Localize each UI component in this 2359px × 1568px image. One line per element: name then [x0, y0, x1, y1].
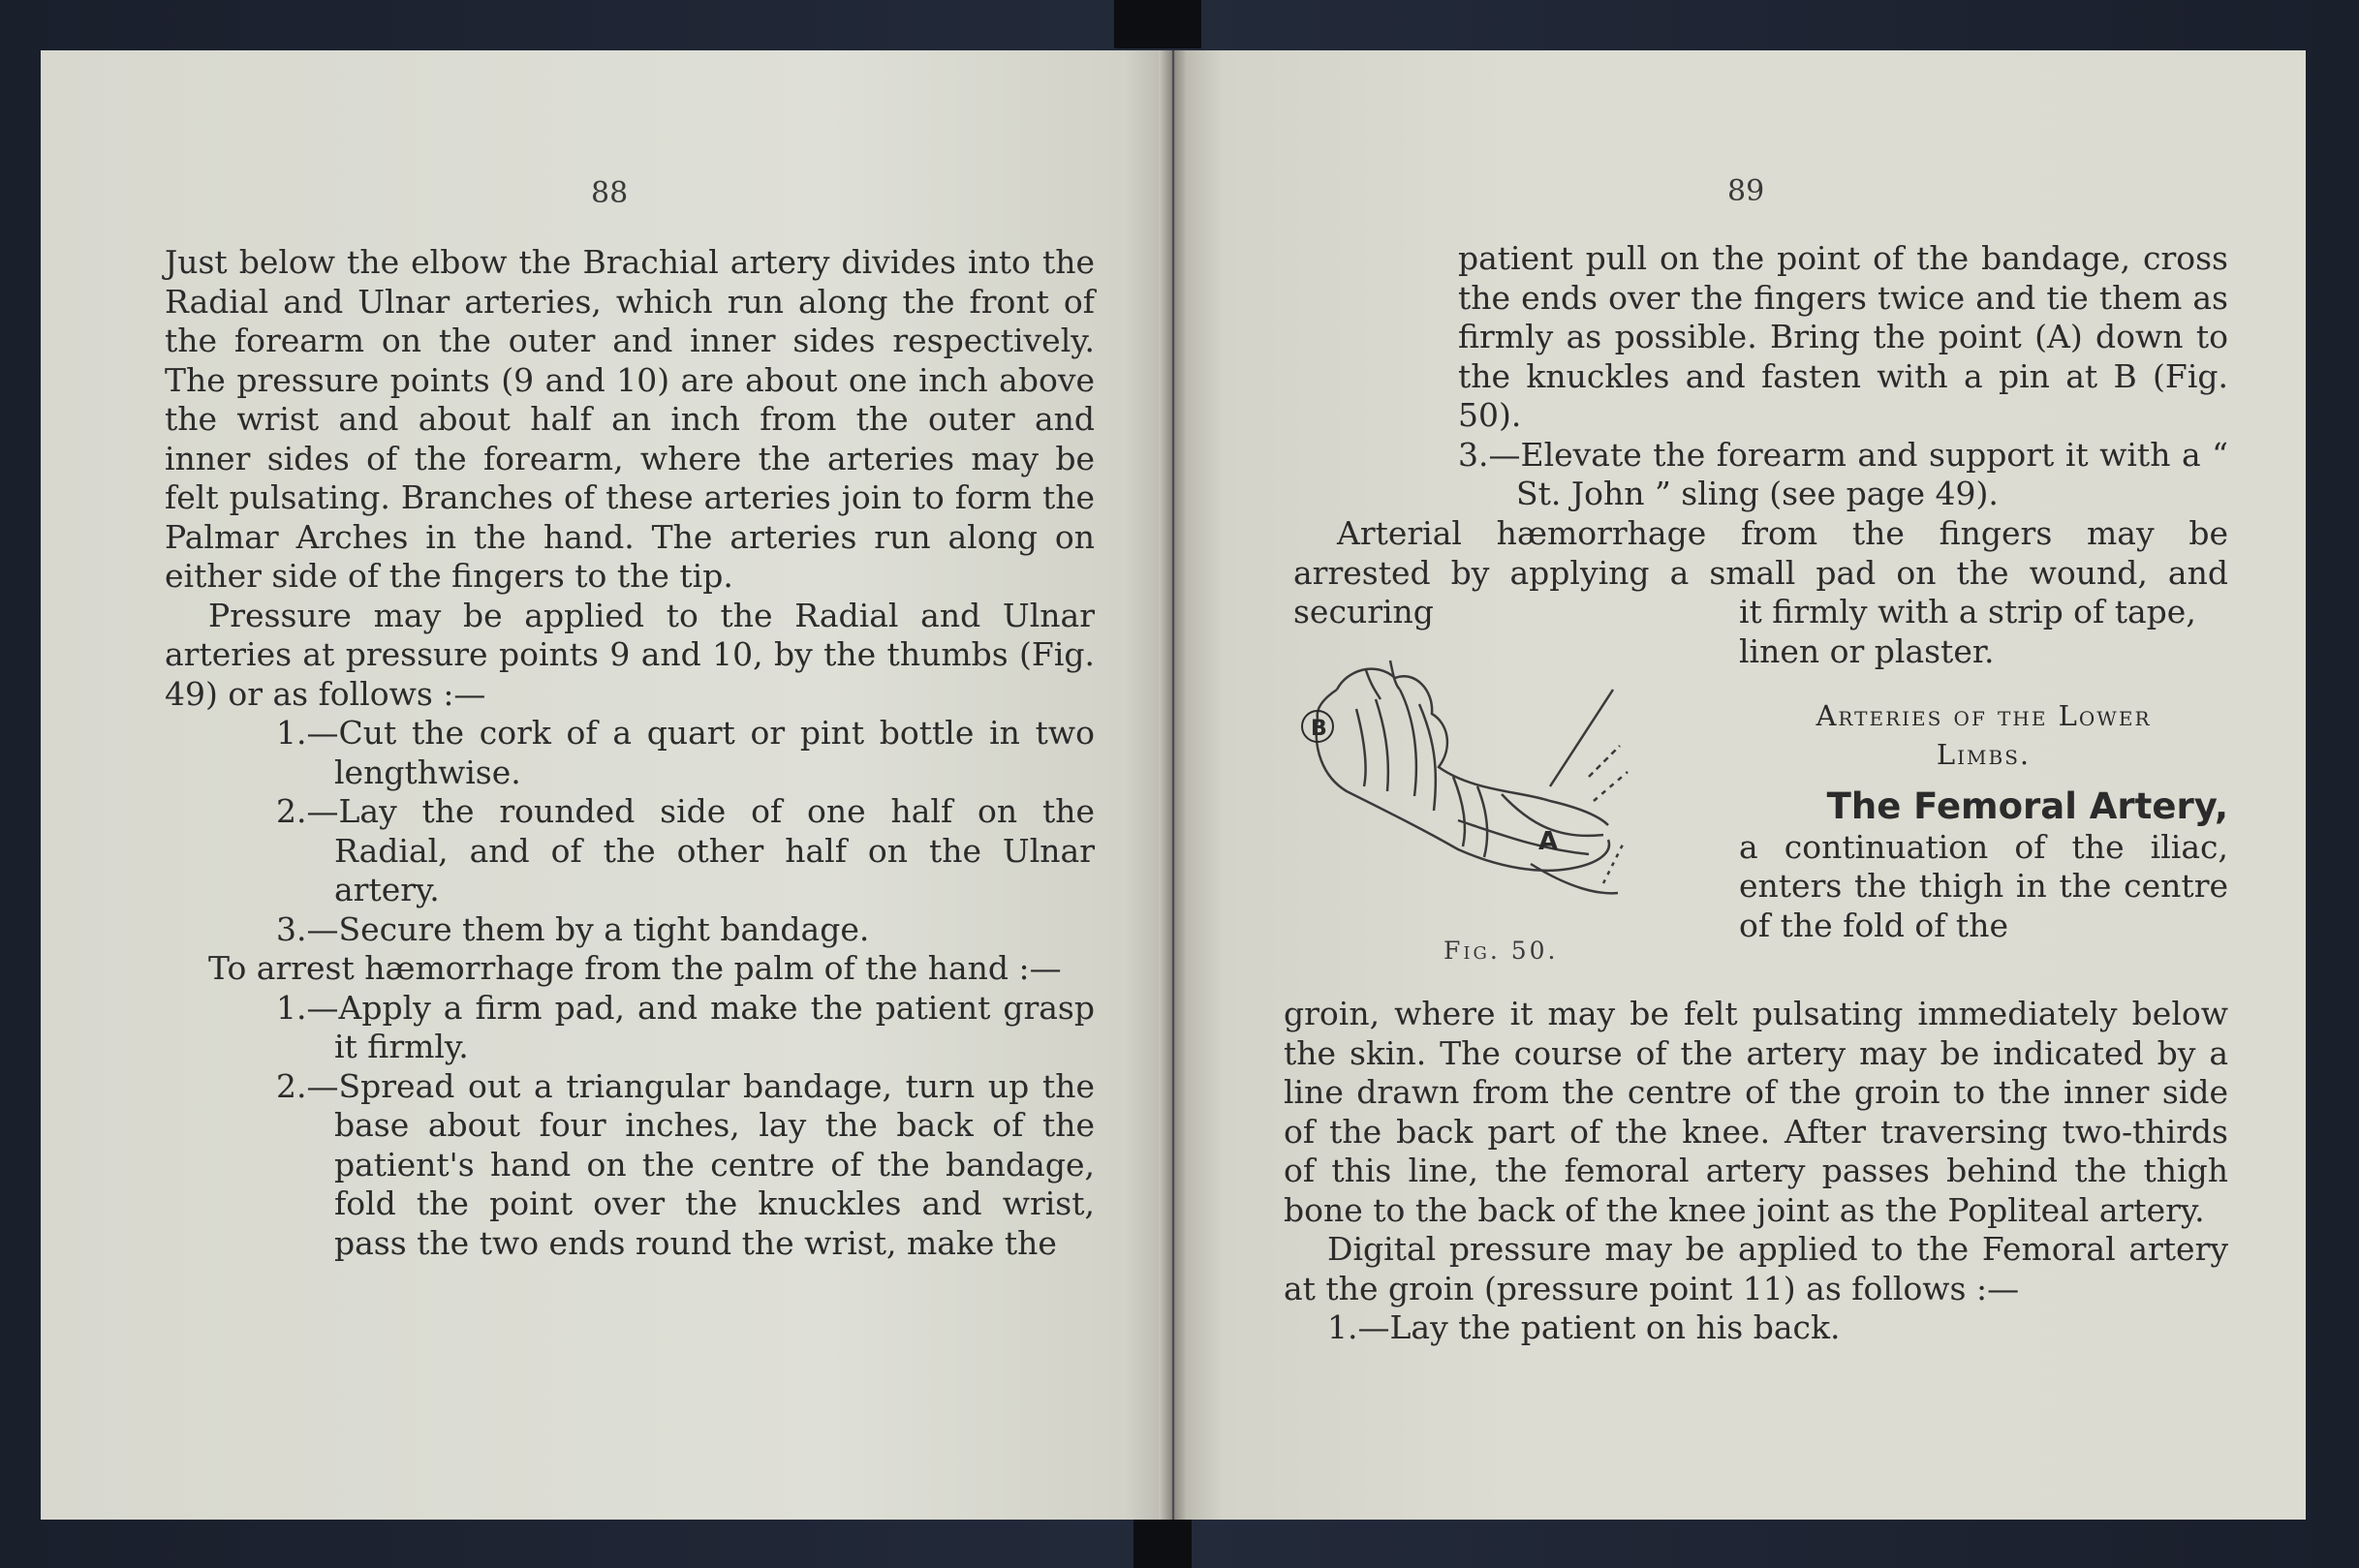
- subheading: The Femoral Artery,: [1826, 785, 2228, 827]
- paragraph: To arrest hæmorrhage from the palm of the hand :—: [208, 949, 1062, 987]
- paragraph: a continuation of the iliac, enters the thigh in the centre of the fold of the: [1739, 827, 2228, 944]
- list-item: 2.—Spread out a triangular bandage, turn up the base about four inches, lay the back of the patient's hand on the centre of the bandage, fold the point over the knuckles and wrist, pass the two ends round the wrist, make the: [276, 1066, 1095, 1262]
- section-heading: [1739, 696, 2228, 774]
- paragraph: Just below the elbow the Brachial artery divides into the Radial and Ulnar arteries, which run along the front of the forearm on the outer and inner sides respectively. The pressure points (9 and 10) are about one inch above the wrist and about half an inch from the outer and inner sides of the forearm, where the arteries may be felt pulsating. Branches of these arteries join to form the Palmar Arches in the hand. The arteries run along on either side of the fingers to the tip.: [165, 243, 1095, 595]
- right-page-wrap-text: [1739, 593, 2228, 945]
- spine-bottom: [1133, 1517, 1192, 1568]
- paragraph: Digital pressure may be applied to the Femoral artery at the groin (pressure point 11) as follows :—: [1284, 1230, 2228, 1307]
- paragraph: groin, where it may be felt pulsating immediately below the skin. The course of the artery may be indicated by a line drawn from the centre of the groin to the inner side of the back part of the knee. After traversing two-thirds of this line, the femoral artery passes behind the thigh bone to the back of the knee joint as the Popliteal artery.: [1284, 995, 2228, 1229]
- left-page-text: [165, 243, 1095, 1263]
- figure-label-b: B: [1311, 717, 1327, 741]
- section-heading-line: Arteries of the Lower: [1816, 699, 2152, 732]
- paragraph: it firmly with a strip of tape, linen or plaster.: [1739, 593, 2196, 670]
- list-item: 3.—Secure them by a tight bandage.: [276, 909, 870, 948]
- figure-50: [1279, 631, 1734, 951]
- page-number-left: 88: [591, 176, 629, 210]
- right-page-bottom-text: [1284, 995, 2228, 1348]
- figure-caption: Fig. 50.: [1443, 937, 1559, 965]
- list-item: 3.—Elevate the forearm and support it with a “ St. John ” sling (see page 49).: [1458, 435, 2228, 512]
- left-page: [41, 50, 1169, 1520]
- book-gutter: [1159, 50, 1188, 1520]
- page-number-right: 89: [1727, 174, 1765, 208]
- figure-label-a: A: [1538, 827, 1559, 856]
- spine-top: [1114, 0, 1201, 48]
- list-item: 1.—Apply a firm pad, and make the patient grasp it firmly.: [276, 988, 1095, 1065]
- list-item: 2.—Lay the rounded side of one half on the Radial, and of the other half on the Ulnar artery.: [276, 792, 1095, 908]
- right-page-top-text: [1458, 239, 2228, 514]
- right-page: [1177, 50, 2306, 1520]
- bandaged-hand-illustration: [1279, 631, 1734, 951]
- section-heading-line: Limbs.: [1936, 738, 2032, 771]
- paragraph: patient pull on the point of the bandage, cross the ends over the fingers twice and tie them as firmly as possible. Bring the point (A) down to the knuckles and fasten with a pin at B (Fig. 50).: [1458, 239, 2228, 434]
- paragraph: Arterial hæmorrhage from the fingers may be arrested by applying a small pad on the wound, and securing: [1293, 514, 2228, 630]
- list-item: 1.—Cut the cork of a quart or pint bottle in two lengthwise.: [276, 714, 1095, 791]
- paragraph: Pressure may be applied to the Radial and Ulnar arteries at pressure points 9 and 10, by the thumbs (Fig. 49) or as follows :—: [165, 596, 1095, 713]
- list-item: 1.—Lay the patient on his back.: [1327, 1308, 1841, 1346]
